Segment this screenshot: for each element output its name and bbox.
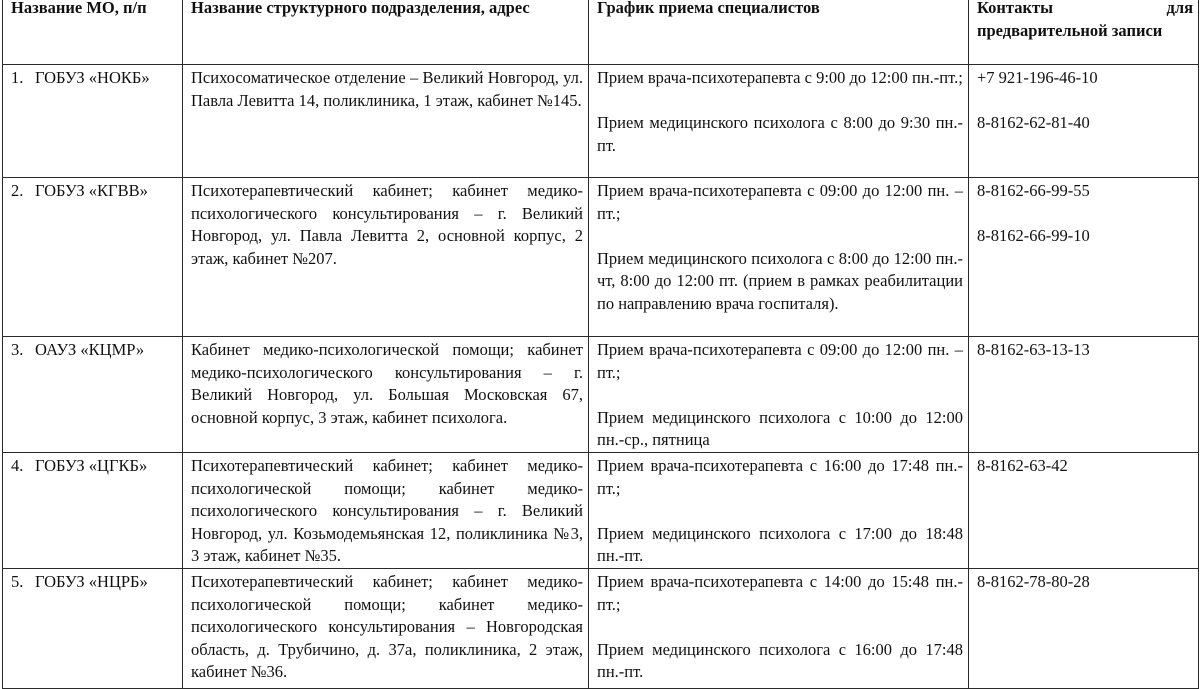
- org-cell: [3, 337, 183, 453]
- row-number: 1.: [11, 68, 24, 87]
- org-name: ОАУЗ «КЦМР»: [35, 340, 145, 359]
- org-name: ГОБУЗ «НЦРБ»: [35, 571, 148, 591]
- contact-phone-1: 8-8162-66-99-55: [977, 181, 1090, 200]
- dept-text: Кабинет медико-психологической помощи; кабинет медико-психологического консультирования – г. Великий Новгород, ул. Большая Московская 67, основной корпус, 3 этаж, кабинет психолога.: [191, 340, 583, 427]
- contacts-cell: [969, 337, 1199, 453]
- header-schedule: График приема специалистов: [589, 0, 969, 65]
- org-name: ГОБУЗ «КГВВ»: [35, 181, 148, 200]
- schedule-cell: [589, 568, 969, 688]
- header-mo-name: Название МО, п/п: [3, 0, 183, 65]
- dept-text: Психотерапевтический кабинет; кабинет медико-психологического консультирования – г. Великий Новгород, ул. Павла Левитта 2, основной корпус, 2 этаж, кабинет №207.: [191, 181, 583, 268]
- schedule-psychologist: Прием медицинского психолога с 8:00 до 12:00 пн.-чт, 8:00 до 12:00 пт. (прием в рамках реабилитации по направлению врача госпиталя).: [597, 248, 963, 313]
- contacts-cell: [969, 65, 1199, 178]
- contact-phone-1: 8-8162-78-80-28: [977, 571, 1090, 591]
- schedule-cell: [589, 65, 969, 178]
- schedule-doctor: Прием врача-психотерапевта с 09:00 до 12:00 пн. –пт.;: [597, 340, 963, 382]
- table-row: [3, 65, 1199, 178]
- table-row: [3, 568, 1199, 688]
- header-contacts: [969, 0, 1199, 65]
- table-row: [3, 178, 1199, 337]
- org-cell: [3, 178, 183, 337]
- contact-phone-2: 8-8162-66-99-10: [977, 226, 1090, 246]
- dept-text: Психотерапевтический кабинет; кабинет медико-психологической помощи; кабинет медико-психологического консультирования – г. Великий Новгород, ул. Козьмодемьянская 12, поликлиника №3, 3 этаж, кабинет №35.: [191, 455, 583, 566]
- header-contacts-word: Контакты: [977, 0, 1053, 17]
- header-row: [3, 0, 1199, 65]
- contacts-cell: [969, 568, 1199, 688]
- dept-cell: [183, 568, 589, 688]
- row-number: 4.: [11, 455, 24, 475]
- schedule-cell: [589, 337, 969, 453]
- contact-phone-2: 8-8162-62-81-40: [977, 113, 1090, 133]
- dept-text: Психосоматическое отделение – Великий Новгород, ул. Павла Левитта 14, поликлиника, 1 этаж, кабинет №145.: [191, 68, 583, 110]
- schedule-doctor: Прием врача-психотерапевта с 09:00 до 12:00 пн. –пт.;: [597, 181, 963, 223]
- org-name: ГОБУЗ «НОКБ»: [35, 68, 150, 87]
- contacts-cell: [969, 452, 1199, 568]
- header-contacts-for: для: [1166, 0, 1193, 17]
- header-contacts-rest: предварительной записи: [977, 20, 1163, 40]
- contact-phone-1: 8-8162-63-13-13: [977, 340, 1090, 359]
- dept-cell: [183, 452, 589, 568]
- schedule-cell: [589, 452, 969, 568]
- row-number: 5.: [11, 571, 24, 591]
- contact-phone-1: +7 921-196-46-10: [977, 68, 1098, 87]
- clinics-table: [2, 0, 1199, 689]
- schedule-doctor: Прием врача-психотерапевта с 16:00 до 17:48 пн.-пт.;: [597, 455, 963, 498]
- dept-text: Психотерапевтический кабинет; кабинет медико-психологической помощи; кабинет медико-психологического консультирования – Новгородская область, д. Трубичино, д. 37а, поликлиника, 2 этаж, кабинет №36.: [191, 571, 583, 682]
- org-cell: [3, 452, 183, 568]
- schedule-cell: [589, 178, 969, 337]
- schedule-doctor: Прием врача-психотерапевта с 9:00 до 12:00 пн.-пт.;: [597, 68, 963, 87]
- contacts-cell: [969, 178, 1199, 337]
- header-department-address: Название структурного подразделения, адрес: [183, 0, 589, 65]
- schedule-psychologist: Прием медицинского психолога с 8:00 до 9:30 пн.-пт.: [597, 113, 963, 155]
- row-number: 2.: [11, 181, 24, 200]
- table-row: [3, 452, 1199, 568]
- org-name: ГОБУЗ «ЦГКБ»: [35, 455, 148, 475]
- dept-cell: [183, 178, 589, 337]
- schedule-psychologist: Прием медицинского психолога с 16:00 до 17:48 пн.-пт.: [597, 639, 963, 682]
- org-cell: [3, 568, 183, 688]
- row-number: 3.: [11, 340, 24, 359]
- contact-phone-1: 8-8162-63-42: [977, 455, 1068, 475]
- dept-cell: [183, 337, 589, 453]
- org-cell: [3, 65, 183, 178]
- schedule-doctor: Прием врача-психотерапевта с 14:00 до 15:48 пн.-пт.;: [597, 571, 963, 614]
- table-row: [3, 337, 1199, 453]
- dept-cell: [183, 65, 589, 178]
- schedule-psychologist: Прием медицинского психолога с 10:00 до 12:00 пн.-ср., пятница: [597, 407, 963, 450]
- schedule-psychologist: Прием медицинского психолога с 17:00 до 18:48 пн.-пт.: [597, 523, 963, 566]
